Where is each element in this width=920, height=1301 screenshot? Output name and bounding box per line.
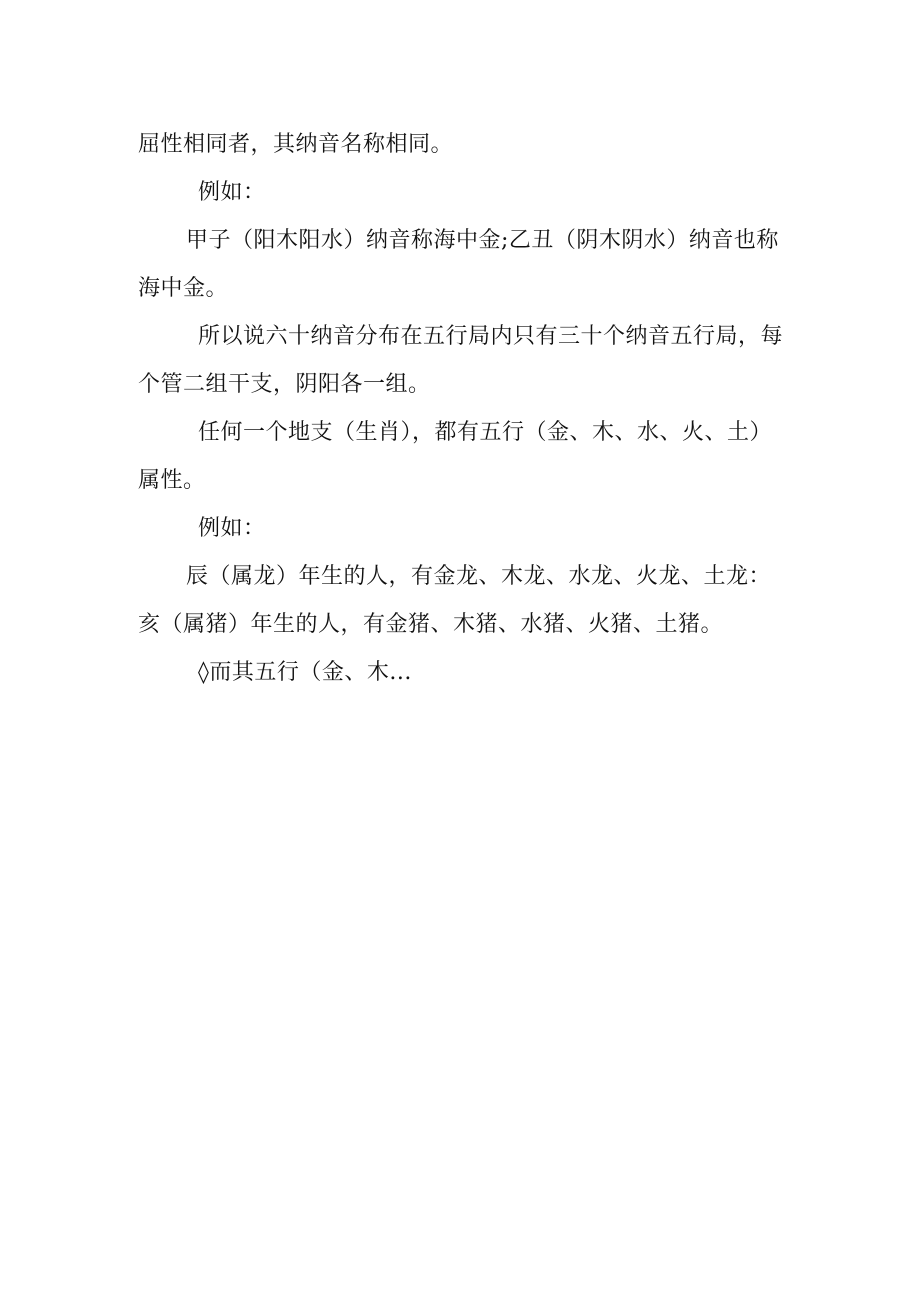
paragraph-2: 例如： xyxy=(198,180,266,205)
paragraph-1: 屈性相同者，其纳音名称相同。 xyxy=(138,132,454,157)
paragraph-7: 辰（属龙）年生的人，有金龙、木龙、水龙、火龙、土龙：亥（属猪）年生的人，有金猪、木猪、水猪、火猪、土猪。 xyxy=(138,564,772,637)
document-body xyxy=(138,121,784,697)
paragraph-3: 甲子（阳木阳水）纳音称海中金;乙丑（阴木阴水）纳音也称海中金。 xyxy=(138,228,779,301)
paragraph-8: ◊而其五行（金、木... xyxy=(198,660,412,685)
paragraph-6: 例如： xyxy=(198,516,266,541)
paragraph-4: 所以说六十纳音分布在五行局内只有三十个纳音五行局，每个管二组干支，阴阳各一组。 xyxy=(138,324,784,397)
paragraph-5: 任何一个地支（生肖），都有五行（金、木、水、火、土）属性。 xyxy=(138,420,773,493)
